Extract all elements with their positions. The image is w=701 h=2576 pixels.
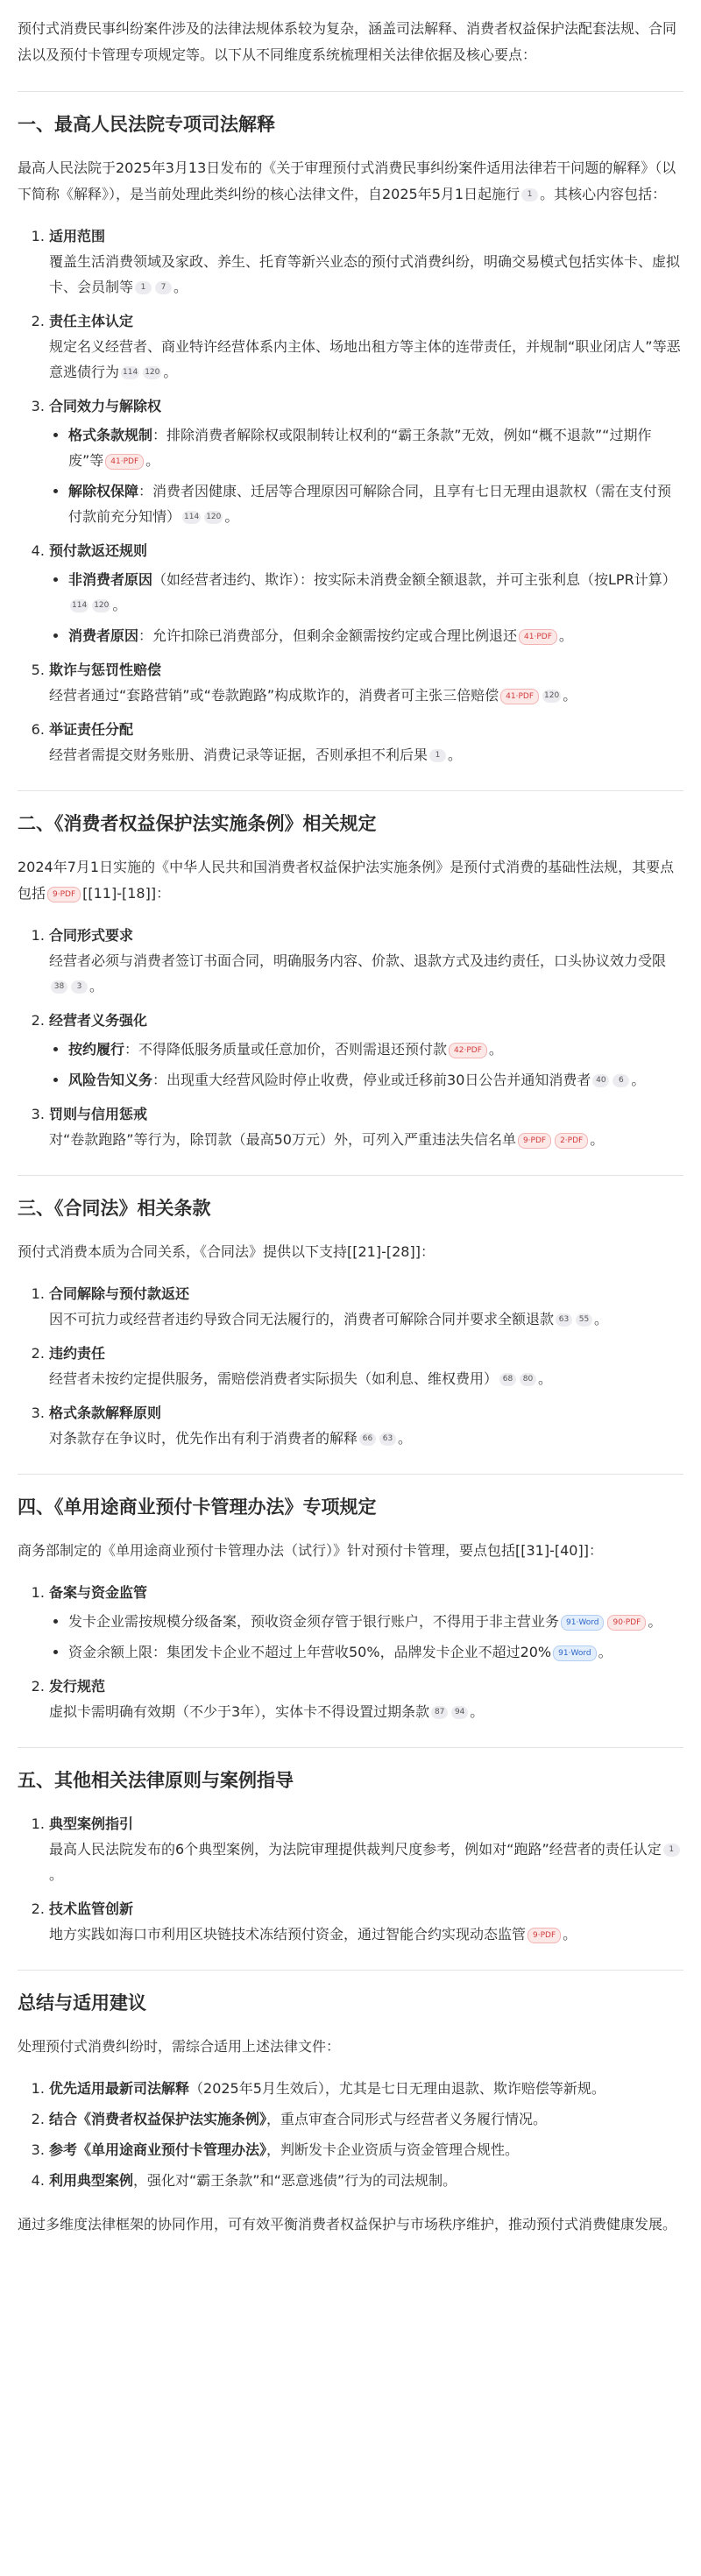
citation-badge[interactable]: 1 bbox=[521, 188, 538, 202]
section-4-intro: 商务部制定的《单用途商业预付卡管理办法（试行）》针对预付卡管理，要点包括[[31]-[40]]： bbox=[18, 1542, 603, 1559]
citation-badge[interactable]: 80 bbox=[520, 1373, 536, 1386]
divider bbox=[18, 790, 683, 791]
text: 。 bbox=[538, 1370, 553, 1387]
section-1-heading: 一、最高人民法院专项司法解释 bbox=[18, 114, 275, 135]
item-label: 结合《消费者权益保护法实施条例》 bbox=[49, 2111, 267, 2127]
pdf-source-badge[interactable]: 42·PDF bbox=[449, 1043, 487, 1058]
item-title: 3. 罚则与信用惩戒 bbox=[49, 1106, 148, 1122]
item-title: 4. 预付款返还规则 bbox=[49, 542, 148, 559]
text: 。 bbox=[563, 687, 577, 704]
word-source-badge[interactable]: 91·Word bbox=[561, 1615, 604, 1631]
citation-badge[interactable]: 114 bbox=[70, 599, 89, 612]
pdf-source-badge[interactable]: 90·PDF bbox=[607, 1615, 646, 1631]
text: 经营者未按约定提供服务，需赔偿消费者实际损失（如利息、维权费用） bbox=[49, 1370, 499, 1387]
divider bbox=[18, 1970, 683, 1971]
text: 。 bbox=[163, 364, 178, 380]
text: 经营者必须与消费者签订书面合同，明确服务内容、价款、退款方式及违约责任，口头协议效力受限 bbox=[49, 952, 667, 969]
section-2-intro bbox=[18, 854, 683, 907]
sub-list-item bbox=[68, 478, 683, 529]
item-title: 2. 经营者义务强化 bbox=[49, 1012, 148, 1029]
item-label: 优先适用最新司法解释 bbox=[49, 2080, 190, 2097]
divider bbox=[18, 1474, 683, 1475]
sub-list bbox=[49, 1609, 683, 1665]
citation-badge[interactable]: 63 bbox=[379, 1433, 396, 1446]
summary-intro: 处理预付式消费纠纷时，需综合适用上述法律文件： bbox=[18, 2038, 341, 2055]
item-title: 2. 技术监管创新 bbox=[49, 1900, 134, 1917]
item-label: 参考《单用途商业预付卡管理办法》 bbox=[49, 2141, 267, 2158]
citation-badge[interactable]: 55 bbox=[576, 1313, 592, 1327]
text: 经营者需提交财务账册、消费记录等证据，否则承担不利后果 bbox=[49, 747, 428, 763]
sub-item-label: 按约履行 bbox=[68, 1041, 125, 1058]
list-item bbox=[49, 1400, 683, 1451]
text: 。 bbox=[488, 1041, 503, 1058]
sub-list bbox=[49, 567, 683, 648]
item-title: 1. 合同解除与预付款返还 bbox=[49, 1285, 190, 1302]
text: 。 bbox=[563, 1926, 577, 1943]
item-body bbox=[49, 334, 683, 385]
text: 。 bbox=[145, 452, 160, 469]
text: 覆盖生活消费领域及家政、养生、托育等新兴业态的预付式消费纠纷，明确交易模式包括实体卡、虚拟卡、会员制等 bbox=[49, 253, 681, 295]
text: ：出现重大经营风险时停止收费，停业或迁移前30日公告并通知消费者 bbox=[152, 1072, 591, 1088]
sub-item-label: 非消费者原因 bbox=[68, 571, 153, 588]
text: 。 bbox=[470, 1703, 485, 1720]
item-body bbox=[49, 1306, 683, 1332]
text: 。 bbox=[173, 279, 188, 295]
pdf-source-badge[interactable]: 41·PDF bbox=[519, 629, 557, 645]
sub-list-item bbox=[68, 1609, 683, 1634]
text: 。 bbox=[598, 1644, 612, 1660]
citation-badge[interactable]: 120 bbox=[204, 511, 223, 524]
list-item bbox=[49, 393, 683, 529]
section-4-heading: 四、《单用途商业预付卡管理办法》专项规定 bbox=[18, 1497, 377, 1518]
section-5-list bbox=[18, 1811, 683, 1947]
section-5-heading: 五、其他相关法律原则与案例指导 bbox=[18, 1770, 294, 1791]
text: 对“卷款跑路”等行为，除罚款（最高50万元）外，可列入严重违法失信名单 bbox=[49, 1131, 516, 1148]
list-item bbox=[49, 657, 683, 708]
summary-heading: 总结与适用建议 bbox=[18, 1992, 146, 2013]
text: 最高人民法院于2025年3月13日发布的《关于审理预付式消费民事纠纷案件适用法律若干问题的解释》（以下简称《解释》），是当前处理此类纠纷的核心法律文件，自2025年5月1日起施行 bbox=[18, 159, 676, 202]
text: 地方实践如海口市利用区块链技术冻结预付资金，通过智能合约实现动态监管 bbox=[49, 1926, 527, 1943]
citation-badge[interactable]: 94 bbox=[451, 1706, 468, 1719]
summary-list bbox=[18, 2076, 683, 2193]
text: 发卡企业需按规模分级备案，预收资金须存管于银行账户，不得用于非主营业务 bbox=[68, 1613, 560, 1630]
citation-badge[interactable]: 1 bbox=[429, 749, 446, 762]
list-item bbox=[49, 2168, 683, 2193]
item-title: 1. 适用范围 bbox=[49, 228, 106, 244]
text: 。 bbox=[224, 508, 239, 525]
list-item bbox=[49, 1008, 683, 1093]
item-title: 3. 合同效力与解除权 bbox=[49, 398, 162, 414]
item-title: 1. 合同形式要求 bbox=[49, 927, 134, 944]
text: ：允许扣除已消费部分，但剩余金额需按约定或合理比例退还 bbox=[138, 627, 518, 644]
text: 。 bbox=[594, 1311, 609, 1327]
sub-item-label: 风险告知义务 bbox=[68, 1072, 153, 1088]
citation-badge[interactable]: 120 bbox=[143, 366, 161, 379]
closing-paragraph: 通过多维度法律框架的协同作用，可有效平衡消费者权益保护与市场秩序维护，推动预付式消费健康发展。 bbox=[18, 2216, 677, 2233]
item-body bbox=[49, 683, 683, 708]
text: 。 bbox=[112, 597, 127, 613]
citation-badge[interactable]: 38 bbox=[51, 980, 67, 994]
section-2-heading: 二、《消费者权益保护法实施条例》相关规定 bbox=[18, 813, 377, 834]
text: ，判断发卡企业资质与资金管理合规性。 bbox=[266, 2141, 520, 2158]
pdf-source-badge[interactable]: 41·PDF bbox=[105, 454, 144, 470]
item-body bbox=[49, 1836, 683, 1887]
section-3-intro: 预付式消费本质为合同关系，《合同法》提供以下支持[[21]-[28]]： bbox=[18, 1243, 435, 1260]
citation-badge[interactable]: 6 bbox=[612, 1074, 629, 1087]
list-item bbox=[49, 308, 683, 385]
citation-badge[interactable]: 120 bbox=[92, 599, 110, 612]
divider bbox=[18, 91, 683, 92]
citation-badge[interactable]: 40 bbox=[592, 1074, 609, 1087]
item-title: 2. 发行规范 bbox=[49, 1678, 106, 1695]
section-3-list bbox=[18, 1281, 683, 1451]
item-title: 1. 典型案例指引 bbox=[49, 1815, 134, 1832]
sub-item-label: 消费者原因 bbox=[68, 627, 139, 644]
pdf-source-badge[interactable]: 9·PDF bbox=[518, 1133, 551, 1149]
text: 资金余额上限：集团发卡企业不超过上年营收50%，品牌发卡企业不超过20% bbox=[68, 1644, 552, 1660]
text: ：不得降低服务质量或任意加价，否则需退还预付款 bbox=[124, 1041, 448, 1058]
sub-item-label: 格式条款规制 bbox=[68, 427, 153, 443]
text: 。 bbox=[398, 1430, 413, 1447]
pdf-source-badge[interactable]: 41·PDF bbox=[500, 689, 539, 704]
section-3-heading: 三、《合同法》相关条款 bbox=[18, 1198, 211, 1219]
text: 2024年7月1日实施的《中华人民共和国消费者权益保护法实施条例》是预付式消费的基础性法规，其要点包括 bbox=[18, 859, 675, 902]
list-item bbox=[49, 1281, 683, 1332]
text: 规定名义经营者、商业特许经营体系内主体、场地出租方等主体的连带责任，并规制“职业闭店人”等恶意逃债行为 bbox=[49, 338, 681, 380]
text: 。 bbox=[631, 1072, 646, 1088]
item-title: 2. 违约责任 bbox=[49, 1345, 106, 1362]
list-item bbox=[49, 2137, 683, 2162]
sub-list-item bbox=[68, 623, 683, 648]
text: 。 bbox=[590, 1131, 605, 1148]
text: [[11]-[18]]： bbox=[82, 885, 171, 902]
text: 虚拟卡需明确有效期（不少于3年），实体卡不得设置过期条款 bbox=[49, 1703, 430, 1720]
sub-list-item bbox=[68, 422, 683, 473]
citation-badge[interactable]: 114 bbox=[121, 366, 139, 379]
item-title: 3. 格式条款解释原则 bbox=[49, 1405, 162, 1421]
list-item bbox=[49, 538, 683, 648]
sub-list-item bbox=[68, 1037, 683, 1062]
text: 经营者通过“套路营销”或“卷款跑路”构成欺诈的，消费者可主张三倍赔偿 bbox=[49, 687, 499, 704]
citation-badge[interactable]: 63 bbox=[556, 1313, 572, 1327]
list-item bbox=[49, 923, 683, 999]
divider bbox=[18, 1175, 683, 1176]
divider bbox=[18, 1747, 683, 1748]
list-item bbox=[49, 2106, 683, 2132]
sub-list bbox=[49, 1037, 683, 1093]
list-item bbox=[49, 223, 683, 300]
item-body bbox=[49, 1699, 683, 1724]
citation-badge[interactable]: 3 bbox=[71, 980, 88, 994]
sub-list-item bbox=[68, 1639, 683, 1665]
sub-list-item bbox=[68, 1067, 683, 1093]
section-1-list bbox=[18, 223, 683, 768]
item-body bbox=[49, 742, 683, 768]
text: 。 bbox=[648, 1613, 662, 1630]
text: ，强化对“霸王条款”和“恶意逃债”行为的司法规制。 bbox=[133, 2172, 457, 2189]
section-2-list bbox=[18, 923, 683, 1152]
divider bbox=[18, 2202, 683, 2203]
item-title: 1. 备案与资金监管 bbox=[49, 1584, 148, 1601]
text: ：排除消费者解除权或限制转让权利的“霸王条款”无效，例如“概不退款”“过期作废”等 bbox=[68, 427, 652, 469]
citation-badge[interactable]: 87 bbox=[431, 1706, 448, 1719]
item-body bbox=[49, 1921, 683, 1947]
text: 。 bbox=[558, 627, 573, 644]
citation-badge[interactable]: 120 bbox=[542, 690, 561, 703]
item-title: 2. 责任主体认定 bbox=[49, 313, 134, 329]
citation-badge[interactable]: 7 bbox=[155, 281, 172, 294]
list-item bbox=[49, 1896, 683, 1947]
item-title: 5. 欺诈与惩罚性赔偿 bbox=[49, 662, 162, 678]
item-body bbox=[49, 1366, 683, 1391]
list-item bbox=[49, 1101, 683, 1152]
sub-list bbox=[49, 422, 683, 529]
citation-badge[interactable]: 68 bbox=[499, 1373, 516, 1386]
text: 因不可抗力或经营者违约导致合同无法履行的，消费者可解除合同并要求全额退款 bbox=[49, 1311, 555, 1327]
text: （如经营者违约、欺诈）：按实际未消费金额全额退款，并可主张利息（按LPR计算） bbox=[152, 571, 676, 588]
pdf-source-badge[interactable]: 9·PDF bbox=[47, 887, 81, 902]
text: 。 bbox=[89, 978, 104, 994]
citation-badge[interactable]: 1 bbox=[135, 281, 152, 294]
citation-badge[interactable]: 1 bbox=[663, 1844, 680, 1857]
list-item bbox=[49, 1674, 683, 1724]
item-label: 利用典型案例 bbox=[49, 2172, 134, 2189]
section-1-intro bbox=[18, 155, 683, 208]
sub-item-label: 解除权保障 bbox=[68, 483, 139, 499]
item-body bbox=[49, 249, 683, 300]
text: ，重点审查合同形式与经营者义务履行情况。 bbox=[266, 2111, 548, 2127]
text: ：消费者因健康、迁居等合理原因可解除合同，且享有七日无理由退款权（需在支付预付款前充分知情） bbox=[68, 483, 672, 525]
text: （2025年5月生效后），尤其是七日无理由退款、欺诈赔偿等新规。 bbox=[189, 2080, 605, 2097]
text: 。 bbox=[49, 1866, 64, 1883]
list-item bbox=[49, 1580, 683, 1665]
citation-badge[interactable]: 66 bbox=[359, 1433, 376, 1446]
list-item bbox=[49, 1811, 683, 1887]
text: 。其核心内容包括： bbox=[540, 186, 667, 202]
pdf-source-badge[interactable]: 9·PDF bbox=[528, 1928, 561, 1943]
text: 。 bbox=[448, 747, 463, 763]
list-item bbox=[49, 2076, 683, 2101]
item-title: 6. 举证责任分配 bbox=[49, 721, 134, 738]
item-body bbox=[49, 1426, 683, 1451]
list-item bbox=[49, 1341, 683, 1391]
sub-list-item bbox=[68, 567, 683, 618]
citation-badge[interactable]: 114 bbox=[182, 511, 201, 524]
item-body bbox=[49, 1127, 683, 1152]
section-4-list bbox=[18, 1580, 683, 1724]
text: 最高人民法院发布的6个典型案例，为法院审理提供裁判尺度参考，例如对“跑路”经营者的责任认定 bbox=[49, 1841, 662, 1858]
pdf-source-badge[interactable]: 2·PDF bbox=[555, 1133, 588, 1149]
word-source-badge[interactable]: 91·Word bbox=[553, 1645, 596, 1661]
document bbox=[18, 0, 683, 2238]
text: 对条款存在争议时，优先作出有利于消费者的解释 bbox=[49, 1430, 358, 1447]
list-item bbox=[49, 717, 683, 768]
intro-paragraph: 预付式消费民事纠纷案件涉及的法律法规体系较为复杂，涵盖司法解释、消费者权益保护法配套法规、合同法以及预付卡管理专项规定等。以下从不同维度系统梳理相关法律依据及核心要点： bbox=[18, 20, 677, 63]
item-body bbox=[49, 948, 683, 999]
